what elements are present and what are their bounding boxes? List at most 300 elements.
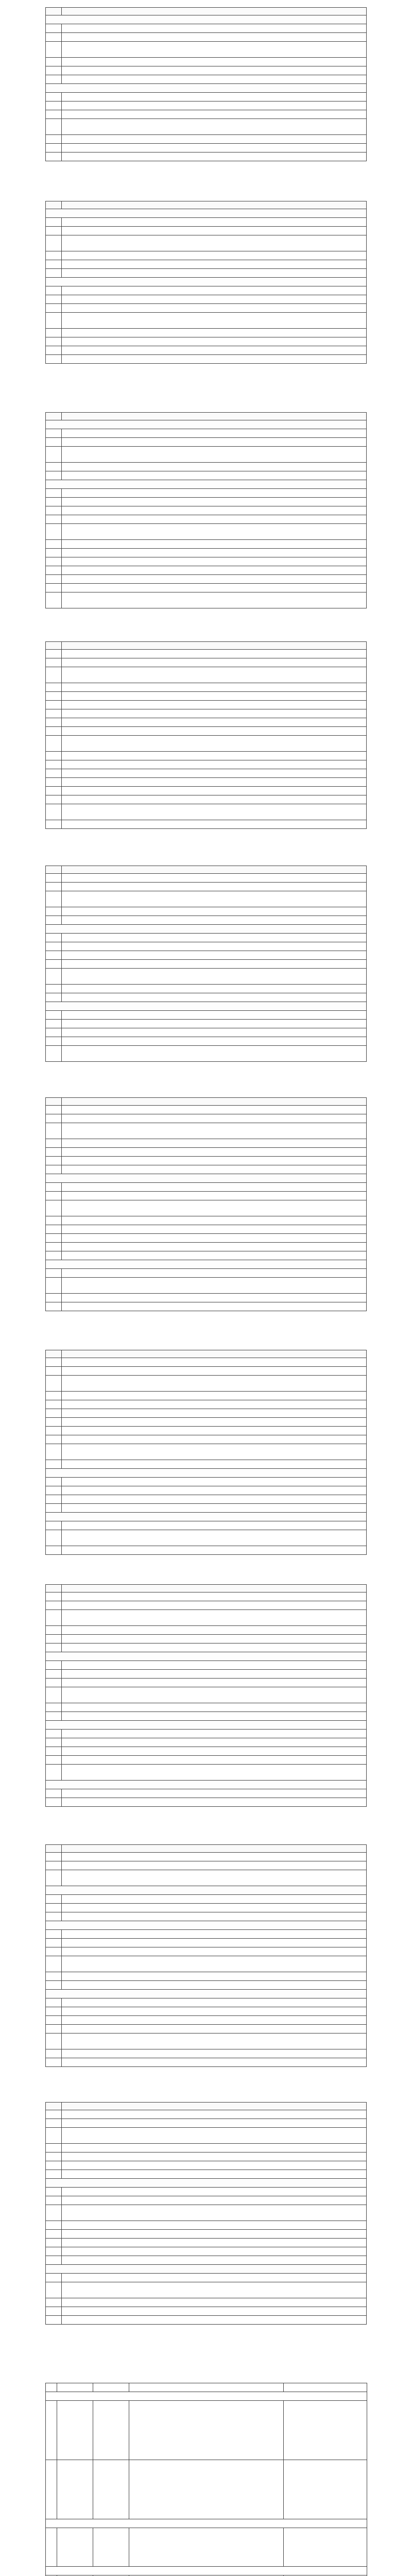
annex-header-row (46, 2383, 367, 2392)
category-row (46, 15, 367, 24)
row-number (46, 1747, 62, 1756)
table-row (46, 286, 367, 295)
table-row (46, 985, 367, 993)
item-list-table (45, 412, 367, 608)
row-number (46, 1114, 62, 1123)
row-number (46, 218, 62, 227)
table-row (46, 1861, 367, 1870)
row-number (46, 566, 62, 575)
table-row (46, 1670, 367, 1679)
item-list-table (45, 866, 367, 1062)
item-text (62, 575, 367, 584)
row-number (46, 1670, 62, 1679)
item-text (62, 515, 367, 524)
table-row (46, 1427, 367, 1435)
item-text (62, 752, 367, 760)
table-row (46, 1972, 367, 1981)
table-row (46, 2110, 367, 2119)
item-text (62, 1183, 367, 1192)
item-text (62, 778, 367, 787)
row-number (46, 1981, 62, 1990)
table-row (46, 804, 367, 820)
row-number (46, 584, 62, 592)
row-number (46, 769, 62, 778)
category-heading (46, 1260, 367, 1269)
category-heading (46, 1781, 367, 1789)
item-text (62, 1139, 367, 1148)
row-number (46, 144, 62, 152)
item-text (62, 1635, 367, 1643)
row-number (46, 760, 62, 769)
row-number (46, 1225, 62, 1234)
item-text (62, 584, 367, 592)
row-number (46, 883, 62, 891)
row-number (46, 1504, 62, 1513)
table-row (46, 66, 367, 75)
item-text (62, 346, 367, 355)
row-number (46, 1251, 62, 1260)
item-text (62, 2316, 367, 2325)
row-number (46, 152, 62, 161)
row-number (46, 1486, 62, 1495)
table-row (46, 218, 367, 227)
row-number (46, 1912, 62, 1921)
table-header-row (46, 1585, 367, 1592)
category-row (46, 2265, 367, 2274)
row-number (46, 1157, 62, 1165)
row-number (46, 110, 62, 119)
item-text (62, 2033, 367, 2049)
table-row (46, 718, 367, 727)
item-text (62, 524, 367, 540)
table-row (46, 2247, 367, 2256)
row-number (46, 951, 62, 960)
item-text (62, 2119, 367, 2128)
item-text (62, 1148, 367, 1157)
row-number (46, 891, 62, 907)
item-text (62, 2239, 367, 2247)
item-text (62, 1643, 367, 1652)
annex-item-name (57, 2460, 93, 2519)
item-text (62, 1165, 367, 1174)
row-number (46, 1756, 62, 1765)
table-row (46, 2049, 367, 2058)
item-list-table (45, 1584, 367, 1807)
row-number (46, 1610, 62, 1626)
table-row (46, 471, 367, 480)
column-header-no (46, 866, 62, 874)
row-number (46, 75, 62, 84)
table-row (46, 2307, 367, 2316)
item-text (62, 286, 367, 295)
annex-column-header (129, 2383, 284, 2392)
row-number (46, 1278, 62, 1294)
row-number (46, 1635, 62, 1643)
item-text (62, 1703, 367, 1712)
item-text (62, 1444, 367, 1460)
table-row (46, 667, 367, 683)
item-text (62, 1028, 367, 1037)
table-row (46, 1409, 367, 1418)
row-number (46, 337, 62, 346)
row-number (46, 1730, 62, 1738)
row-number (46, 1123, 62, 1139)
annex-row-number (46, 2528, 57, 2567)
item-text (62, 1521, 367, 1530)
column-header-no (46, 8, 62, 15)
row-number (46, 135, 62, 144)
table-row (46, 1930, 367, 1939)
item-text (62, 916, 367, 925)
item-text (62, 24, 367, 33)
table-row (46, 260, 367, 269)
row-number (46, 795, 62, 804)
item-text (62, 993, 367, 1002)
table-row (46, 1251, 367, 1260)
item-text (62, 883, 367, 891)
table-row (46, 2161, 367, 2170)
row-number (46, 489, 62, 498)
row-number (46, 2025, 62, 2033)
row-number (46, 557, 62, 566)
table-row (46, 1730, 367, 1738)
row-number (46, 1546, 62, 1555)
table-row (46, 1789, 367, 1798)
row-number (46, 1435, 62, 1444)
item-text (62, 1278, 367, 1294)
row-number (46, 295, 62, 304)
item-text (62, 960, 367, 969)
row-number (46, 1626, 62, 1635)
table-row (46, 1269, 367, 1278)
annex-category-heading (46, 2519, 367, 2528)
table-row (46, 1435, 367, 1444)
category-row (46, 1781, 367, 1789)
table-row (46, 355, 367, 364)
row-number (46, 709, 62, 718)
row-number (46, 2033, 62, 2049)
item-text (62, 1123, 367, 1139)
table-row (46, 701, 367, 709)
item-text (62, 692, 367, 701)
item-text (62, 804, 367, 820)
item-text (62, 1861, 367, 1870)
table-row (46, 1046, 367, 1062)
item-text (62, 2153, 367, 2161)
row-number (46, 2316, 62, 2325)
annex-row (46, 2528, 367, 2567)
table-row (46, 1148, 367, 1157)
row-number (46, 1460, 62, 1469)
item-text (62, 1738, 367, 1747)
category-row (46, 1469, 367, 1478)
table-row (46, 891, 367, 907)
item-text (62, 1947, 367, 1956)
item-text (62, 2205, 367, 2221)
table-row (46, 1200, 367, 1216)
item-text (62, 1956, 367, 1972)
item-text (62, 1409, 367, 1418)
category-heading (46, 2265, 367, 2274)
table-row (46, 1703, 367, 1712)
annex-category-heading (46, 2392, 367, 2401)
row-number (46, 2161, 62, 2170)
table-row (46, 727, 367, 736)
table-row (46, 1798, 367, 1807)
item-text (62, 269, 367, 278)
table-row (46, 1895, 367, 1904)
item-text (62, 1294, 367, 1302)
row-number (46, 1703, 62, 1712)
item-text (62, 769, 367, 778)
row-number (46, 1392, 62, 1400)
category-heading (46, 1002, 367, 1011)
row-number (46, 1521, 62, 1530)
row-number (46, 1234, 62, 1243)
item-text (62, 934, 367, 942)
row-number (46, 1192, 62, 1200)
row-number (46, 969, 62, 985)
table-row (46, 1192, 367, 1200)
item-text (62, 33, 367, 42)
row-number (46, 2153, 62, 2161)
table-row (46, 969, 367, 985)
category-row (46, 2179, 367, 2188)
item-text (62, 463, 367, 471)
table-row (46, 1947, 367, 1956)
item-text (62, 1020, 367, 1028)
item-text (62, 2144, 367, 2153)
table-row (46, 33, 367, 42)
table-row (46, 916, 367, 925)
row-number (46, 1269, 62, 1278)
item-text (62, 540, 367, 549)
table-row (46, 1610, 367, 1626)
row-number (46, 727, 62, 736)
column-header-item (62, 1350, 367, 1358)
item-text (62, 557, 367, 566)
item-text (62, 787, 367, 795)
item-text (62, 2058, 367, 2067)
table-row (46, 1853, 367, 1861)
category-heading (46, 2179, 367, 2188)
row-number (46, 1643, 62, 1652)
item-text (62, 820, 367, 829)
item-text (62, 1392, 367, 1400)
item-text (62, 2007, 367, 2016)
item-text (62, 471, 367, 480)
row-number (46, 1139, 62, 1148)
table-row (46, 874, 367, 883)
row-number (46, 907, 62, 916)
annex-duty-text (129, 2460, 284, 2519)
table-header-row (46, 413, 367, 420)
item-text (62, 42, 367, 58)
row-number (46, 2274, 62, 2282)
row-number (46, 447, 62, 463)
table-row (46, 1294, 367, 1302)
annex-category-heading (46, 2567, 367, 2575)
row-number (46, 2058, 62, 2067)
item-text (62, 874, 367, 883)
item-text (62, 227, 367, 235)
item-list-table (45, 1097, 367, 1311)
row-number (46, 1011, 62, 1020)
annex-category-row (46, 2519, 367, 2528)
category-heading (46, 209, 367, 218)
item-text (62, 1400, 367, 1409)
table-header-row (46, 866, 367, 874)
row-number (46, 2298, 62, 2307)
table-row (46, 1028, 367, 1037)
item-text (62, 304, 367, 313)
item-text (62, 1789, 367, 1798)
table-row (46, 736, 367, 752)
column-header-item (62, 8, 367, 15)
row-number (46, 1358, 62, 1367)
row-number (46, 2307, 62, 2316)
row-number (46, 93, 62, 101)
item-text (62, 1939, 367, 1947)
table-row (46, 1521, 367, 1530)
item-text (62, 1687, 367, 1703)
row-number (46, 1712, 62, 1721)
table-row (46, 58, 367, 66)
item-text (62, 1765, 367, 1781)
table-row (46, 1912, 367, 1921)
item-list-table (45, 641, 367, 829)
table-row (46, 2282, 367, 2298)
item-text (62, 438, 367, 447)
annex-cooperating-text (284, 2401, 367, 2460)
row-number (46, 1765, 62, 1781)
annex-category-row (46, 2567, 367, 2575)
item-text (62, 2282, 367, 2298)
table-row (46, 584, 367, 592)
item-text (62, 1747, 367, 1756)
row-number (46, 286, 62, 295)
annex-row-number (46, 2401, 57, 2460)
item-text (62, 66, 367, 75)
row-number (46, 2221, 62, 2230)
row-number (46, 787, 62, 795)
item-text (62, 951, 367, 960)
table-header-row (46, 1845, 367, 1853)
item-text (62, 1679, 367, 1687)
column-header-no (46, 1098, 62, 1106)
row-number (46, 2196, 62, 2205)
item-text (62, 1756, 367, 1765)
category-row (46, 925, 367, 934)
category-row (46, 420, 367, 429)
item-text (62, 101, 367, 110)
item-text (62, 1530, 367, 1546)
table-row (46, 498, 367, 506)
row-number (46, 2282, 62, 2298)
table-header-row (46, 1350, 367, 1358)
row-number (46, 1400, 62, 1409)
item-text (62, 2170, 367, 2179)
table-row (46, 304, 367, 313)
item-text (62, 2188, 367, 2196)
row-number (46, 269, 62, 278)
item-text (62, 1200, 367, 1216)
table-row (46, 683, 367, 692)
table-row (46, 1661, 367, 1670)
table-row (46, 752, 367, 760)
item-text (62, 1546, 367, 1555)
item-text (62, 2230, 367, 2239)
row-number (46, 778, 62, 787)
row-number (46, 540, 62, 549)
item-text (62, 736, 367, 752)
table-row (46, 1486, 367, 1495)
table-row (46, 119, 367, 135)
row-number (46, 1037, 62, 1046)
table-row (46, 1998, 367, 2007)
item-text (62, 489, 367, 498)
column-header-item (62, 413, 367, 420)
row-number (46, 2230, 62, 2239)
item-text (62, 2161, 367, 2170)
table-row (46, 1278, 367, 1294)
table-row (46, 658, 367, 667)
annex-table (45, 2383, 367, 2576)
table-row (46, 540, 367, 549)
item-text (62, 667, 367, 683)
item-text (62, 1478, 367, 1486)
row-number (46, 1444, 62, 1460)
row-number (46, 2239, 62, 2247)
row-number (46, 1530, 62, 1546)
column-header-no (46, 1845, 62, 1853)
row-number (46, 1148, 62, 1157)
row-number (46, 667, 62, 683)
column-header-item (62, 866, 367, 874)
table-row (46, 1530, 367, 1546)
item-text (62, 1930, 367, 1939)
row-number (46, 1972, 62, 1981)
table-row (46, 760, 367, 769)
category-heading (46, 1652, 367, 1661)
item-text (62, 1661, 367, 1670)
item-text (62, 2196, 367, 2205)
row-number (46, 1853, 62, 1861)
item-text (62, 1234, 367, 1243)
table-row (46, 1157, 367, 1165)
table-row (46, 1037, 367, 1046)
table-row (46, 2033, 367, 2049)
table-row (46, 235, 367, 251)
item-text (62, 295, 367, 304)
row-number (46, 1302, 62, 1311)
row-number (46, 942, 62, 951)
row-number (46, 820, 62, 829)
item-list-table (45, 1844, 367, 2067)
table-row (46, 692, 367, 701)
column-header-no (46, 201, 62, 209)
table-row (46, 1216, 367, 1225)
table-row (46, 1376, 367, 1392)
table-row (46, 1504, 367, 1513)
category-heading (46, 15, 367, 24)
category-row (46, 1260, 367, 1269)
annex-department (93, 2401, 129, 2460)
table-row (46, 557, 367, 566)
item-text (62, 329, 367, 337)
item-text (62, 152, 367, 161)
item-text (62, 1601, 367, 1610)
